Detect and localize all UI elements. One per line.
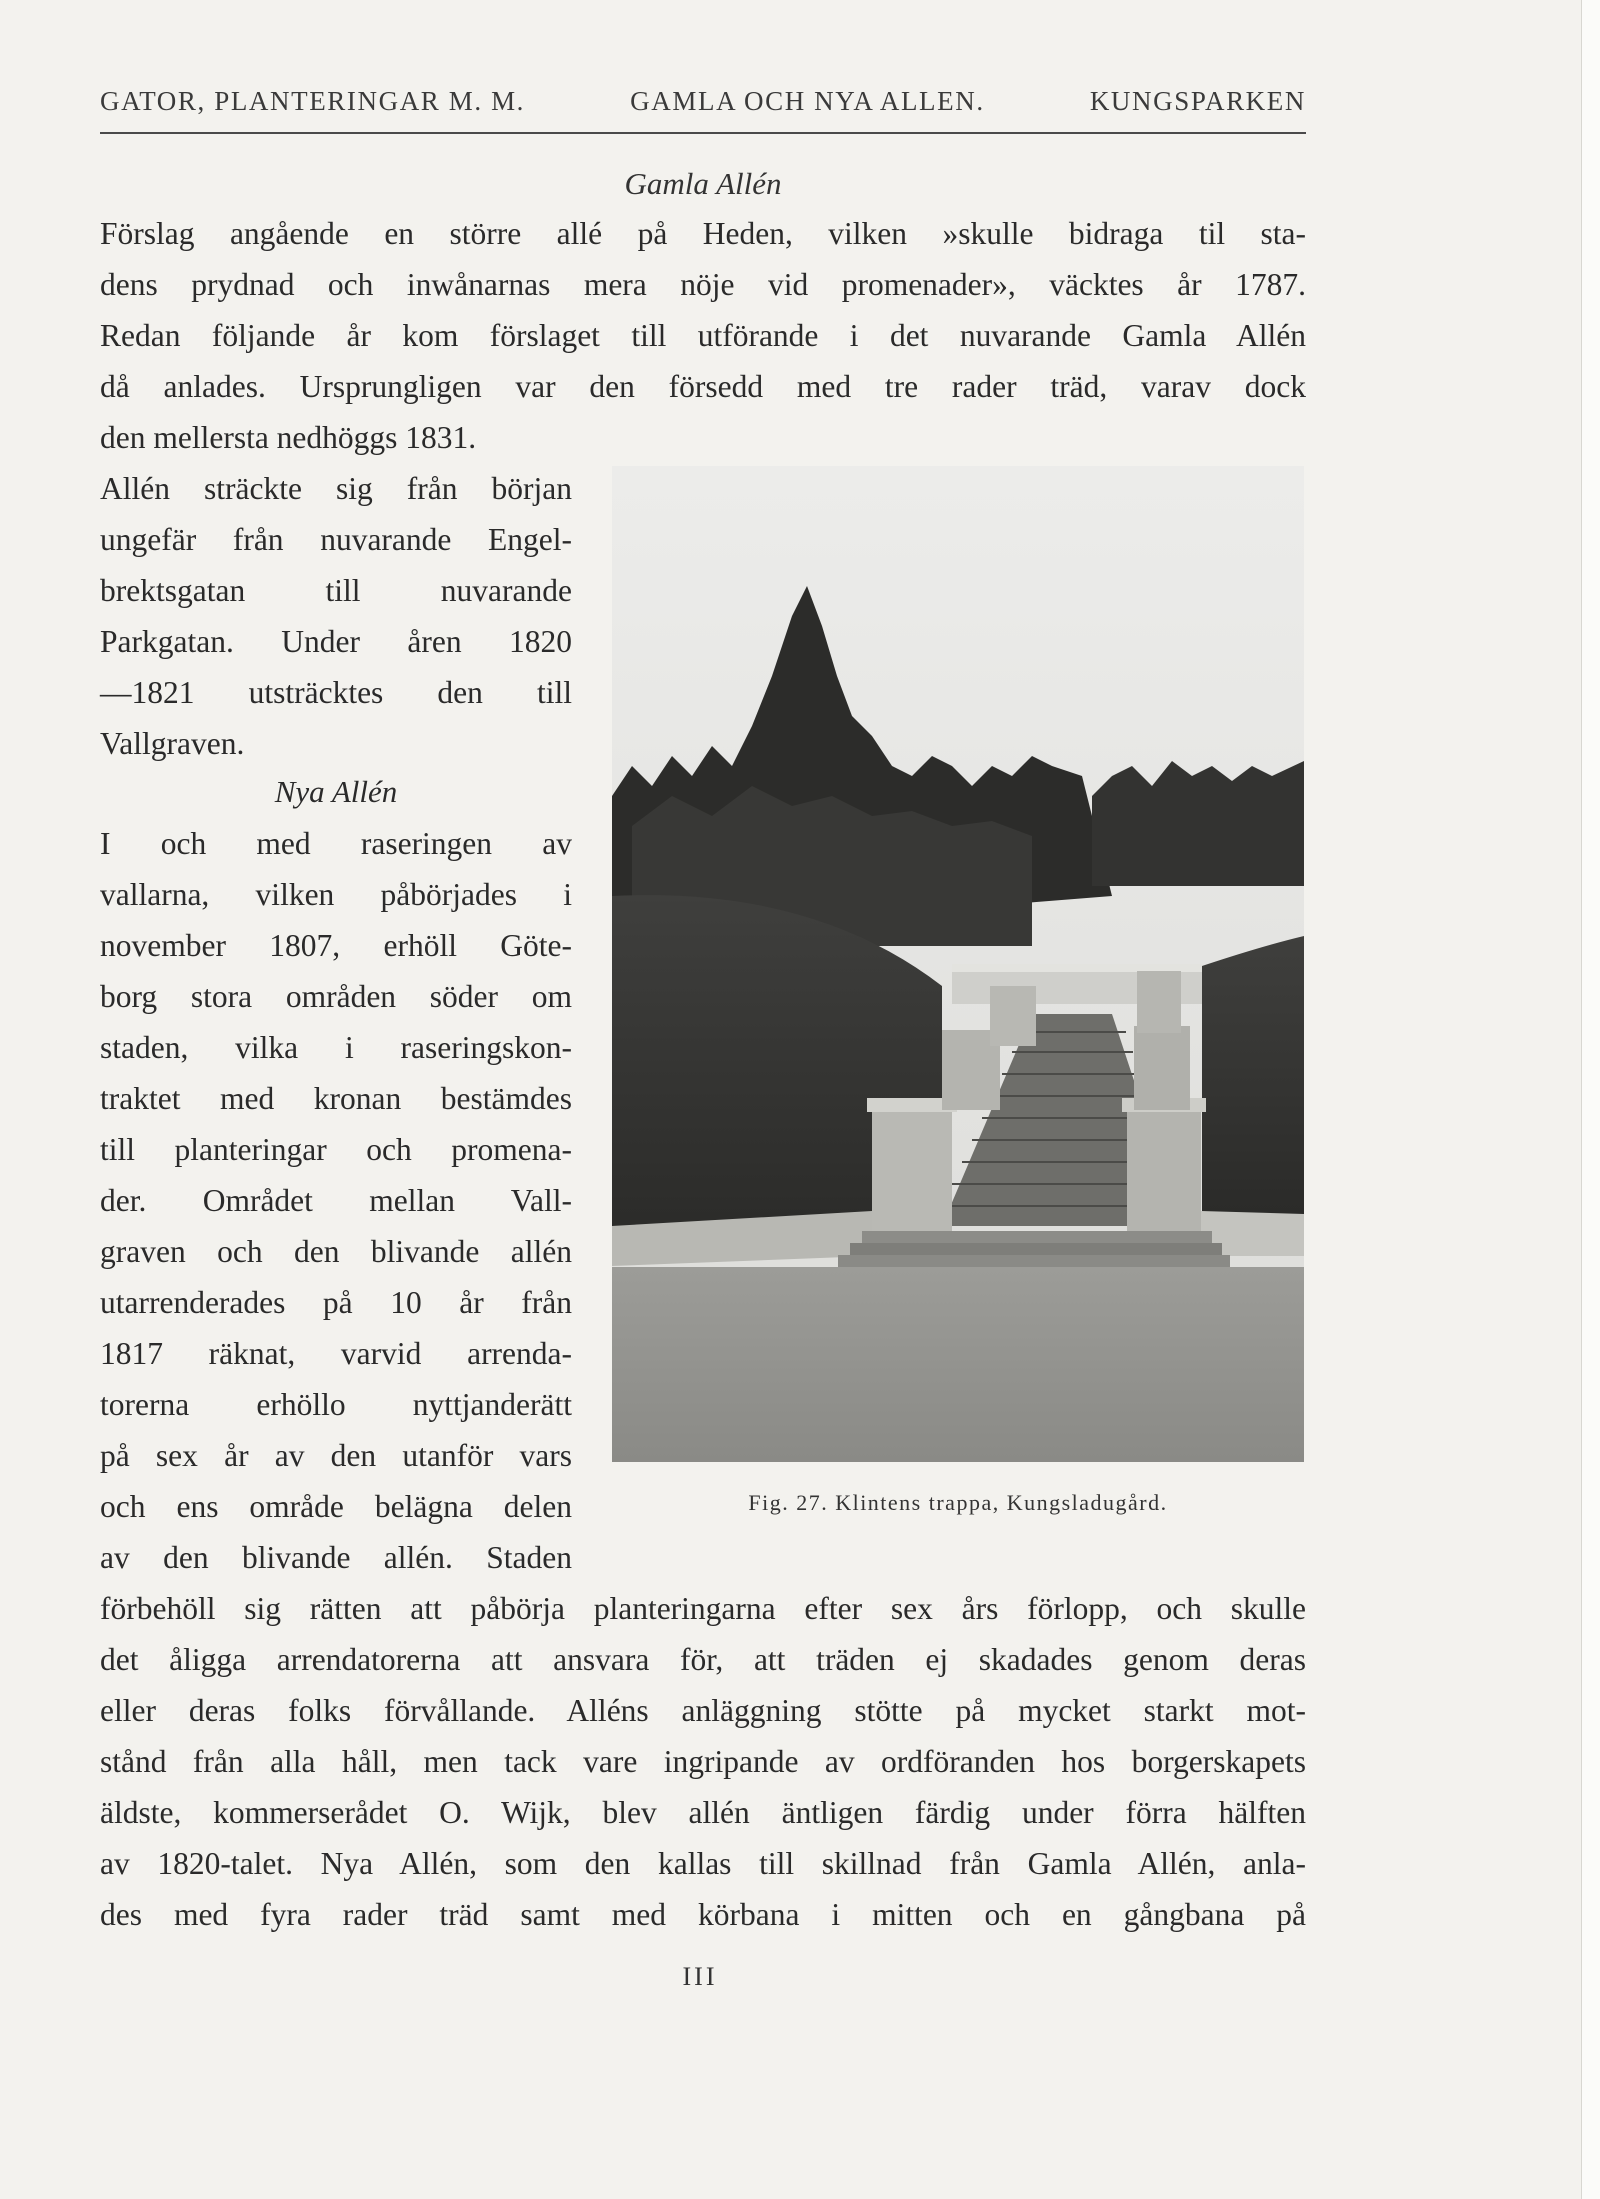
column-line: brektsgatan till nuvarande xyxy=(100,573,572,608)
header-right: KUNGSPARKEN xyxy=(1089,86,1306,116)
column-line: graven och den blivande allén xyxy=(100,1234,572,1269)
figure-photo-klintens-trappa xyxy=(612,466,1304,1462)
running-header xyxy=(100,86,1306,117)
column-line: utarrenderades på 10 år från xyxy=(100,1285,572,1320)
column-line: ungefär från nuvarande Engel- xyxy=(100,522,572,557)
paragraph-line: det åligga arrendatorerna att ansvara för, att träden ej skadades genom deras xyxy=(100,1642,1306,1677)
column-line: på sex år av den utanför vars xyxy=(100,1438,572,1473)
page-edge xyxy=(1581,0,1600,2199)
header-rule xyxy=(100,132,1306,134)
column-line: till planteringar och promena- xyxy=(100,1132,572,1167)
paragraph-line: då anlades. Ursprungligen var den försedd med tre rader träd, varav dock xyxy=(100,369,1306,404)
column-line: 1817 räknat, varvid arrenda- xyxy=(100,1336,572,1371)
paragraph-line: äldste, kommerserådet O. Wijk, blev allén äntligen färdig under förra hälften xyxy=(100,1795,1306,1830)
figure-caption: Fig. 27. Klintens trappa, Kungsladugård. xyxy=(748,1490,1168,1515)
column-line: der. Området mellan Vall- xyxy=(100,1183,572,1218)
page-number: III xyxy=(682,1962,718,1991)
column-line: november 1807, erhöll Göte- xyxy=(100,928,572,963)
section-title-gamla-allen: Gamla Allén xyxy=(624,166,782,201)
column-line: I och med raseringen av xyxy=(100,826,572,861)
paragraph-line: stånd från alla håll, men tack vare ingripande av ordföranden hos borgerskapets xyxy=(100,1744,1306,1779)
paragraph-line: av 1820-talet. Nya Allén, som den kallas till skillnad från Gamla Allén, anla- xyxy=(100,1846,1306,1881)
column-line: borg stora områden söder om xyxy=(100,979,572,1014)
column-line: traktet med kronan bestämdes xyxy=(100,1081,572,1116)
header-middle: GAMLA OCH NYA ALLEN. xyxy=(630,86,985,116)
column-line: och ens område belägna delen xyxy=(100,1489,572,1524)
section-title-nya-allen: Nya Allén xyxy=(274,774,398,809)
column-line: torerna erhöllo nyttjanderätt xyxy=(100,1387,572,1422)
column-line: vallarna, vilken påbörjades i xyxy=(100,877,572,912)
column-line: den mellersta nedhöggs 1831. xyxy=(100,420,477,455)
column-line: —1821 utsträcktes den till xyxy=(100,675,572,710)
paragraph-line: Förslag angående en större allé på Heden, vilken »skulle bidraga til sta- xyxy=(100,216,1306,251)
column-line: av den blivande allén. Staden xyxy=(100,1540,572,1575)
paragraph-line: Redan följande år kom förslaget till utförande i det nuvarande Gamla Allén xyxy=(100,318,1306,353)
header-left: GATOR, PLANTERINGAR M. M. xyxy=(100,86,526,116)
paragraph-line: eller deras folks förvållande. Alléns anläggning stötte på mycket starkt mot- xyxy=(100,1693,1306,1728)
paragraph-line: dens prydnad och inwånarnas mera nöje vid promenader», väcktes år 1787. xyxy=(100,267,1306,302)
column-line: Allén sträckte sig från början xyxy=(100,471,572,506)
paragraph-line: förbehöll sig rätten att påbörja planteringarna efter sex års förlopp, och skulle xyxy=(100,1591,1306,1626)
column-line: Vallgraven. xyxy=(100,726,245,761)
column-line: Parkgatan. Under åren 1820 xyxy=(100,624,572,659)
paragraph-line: des med fyra rader träd samt med körbana i mitten och en gångbana på xyxy=(100,1897,1306,1932)
column-line: staden, vilka i raseringskon- xyxy=(100,1030,572,1065)
